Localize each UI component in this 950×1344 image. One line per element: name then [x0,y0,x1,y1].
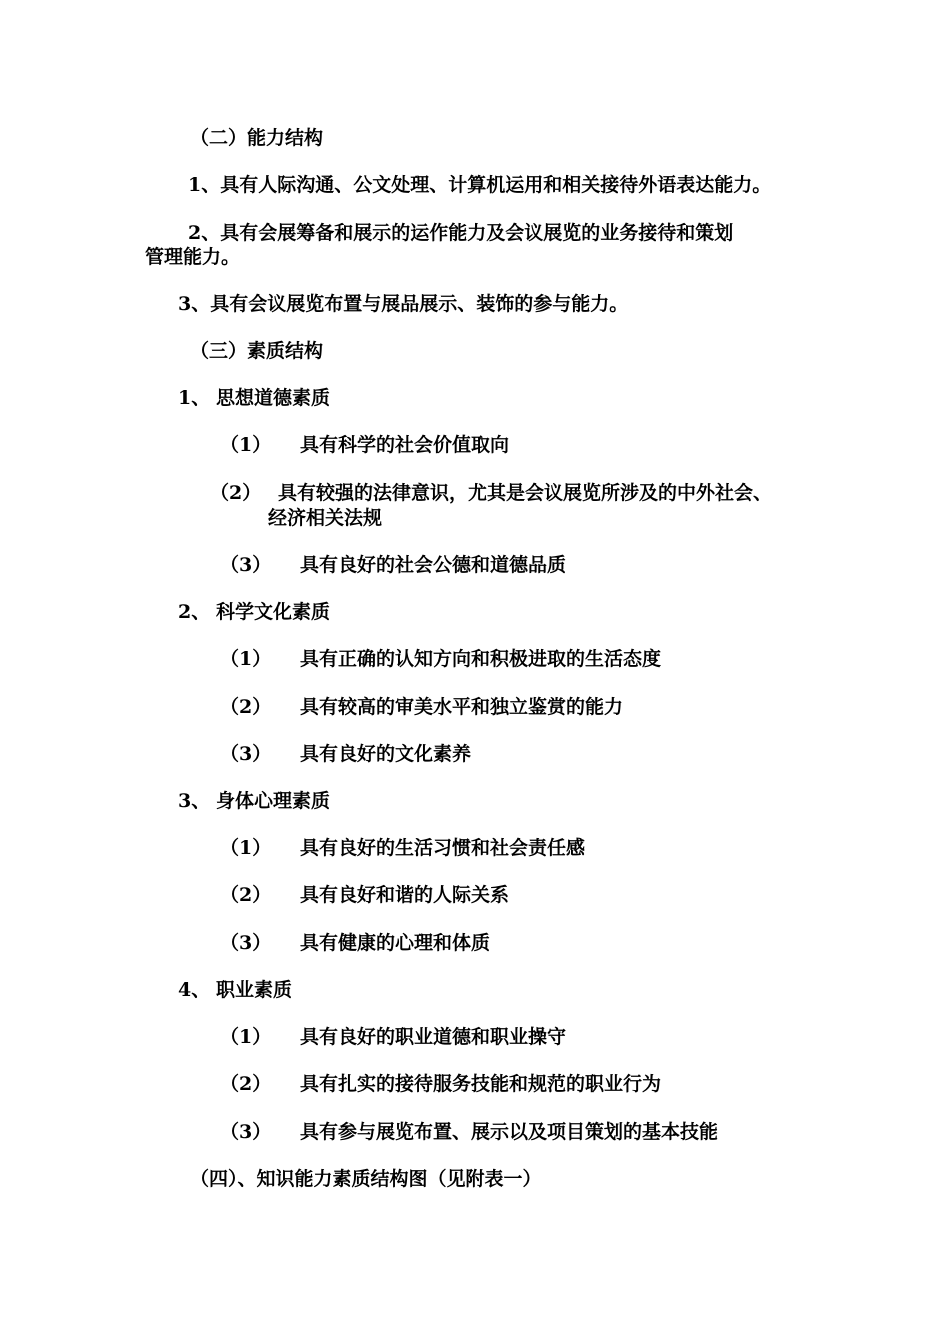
item-number: （1） [220,1026,272,1048]
quality-group-2-item-2 [220,695,623,719]
item-text: 具有较高的审美水平和独立鉴赏的能力 [300,696,624,718]
item-number: （3） [220,743,272,765]
quality-group-4-item-3 [220,1120,718,1144]
item-text: 具有良好的生活习惯和社会责任感 [300,837,586,859]
group-number: 3、 [178,790,211,812]
quality-group-3-heading [178,789,330,813]
quality-group-4-heading [178,978,292,1002]
quality-group-1-item-3 [220,553,566,577]
item-text: 具有健康的心理和体质 [300,932,491,954]
item-number: （1） [220,648,272,670]
item-number: （1） [220,434,272,456]
item-text: 具有良好的社会公德和道德品质 [300,554,567,576]
quality-group-4-item-1 [220,1025,566,1049]
item-text: 具有参与展览布置、展示以及项目策划的基本技能 [300,1121,719,1143]
quality-group-1-item-2-continued: 经济相关法规 [268,507,383,529]
item-number: （2） [220,696,272,718]
item-number: （2） [210,482,262,504]
group-number: 4、 [178,979,211,1001]
quality-group-3-item-1 [220,836,585,860]
quality-group-1-heading [178,386,330,410]
item-number: （3） [220,932,272,954]
item-number: （3） [220,554,272,576]
ability-item-2-continued: 管理能力。 [145,246,241,268]
item-text: 具有良好的文化素养 [300,743,472,765]
quality-group-4-item-2 [220,1072,661,1096]
item-text: 具有扎实的接待服务技能和规范的职业行为 [300,1073,662,1095]
item-text: 具有良好的职业道德和职业操守 [300,1026,567,1048]
section-heading-quality: （三）素质结构 [190,340,324,362]
group-title: 思想道德素质 [216,387,331,409]
quality-group-3-item-2 [220,883,509,907]
ability-item-2: 2、具有会展筹备和展示的运作能力及会议展览的业务接待和策划 [188,222,734,244]
item-number: （1） [220,837,272,859]
item-text: 具有正确的认知方向和积极进取的生活态度 [300,648,662,670]
item-text: 具有科学的社会价值取向 [300,434,510,456]
item-number: （2） [220,1073,272,1095]
ability-item-1: 1、具有人际沟通、公文处理、计算机运用和相关接待外语表达能力。 [188,174,772,196]
group-title: 职业素质 [216,979,293,1001]
group-title: 身体心理素质 [216,790,331,812]
item-number: （2） [220,884,272,906]
section-heading-structure-chart: （四）、知识能力素质结构图（见附表一） [190,1168,542,1190]
quality-group-2-heading [178,600,330,624]
group-number: 1、 [178,387,211,409]
section-heading-ability: （二）能力结构 [190,127,324,149]
group-title: 科学文化素质 [216,601,331,623]
quality-group-3-item-3 [220,931,490,955]
item-text: 具有较强的法律意识，尤其是会议展览所涉及的中外社会、 [278,482,773,504]
quality-group-1-item-2 [210,481,772,505]
ability-item-3: 3、具有会议展览布置与展品展示、装饰的参与能力。 [178,293,629,315]
quality-group-2-item-1 [220,647,661,671]
quality-group-2-item-3 [220,742,471,766]
item-text: 具有良好和谐的人际关系 [300,884,510,906]
group-number: 2、 [178,601,211,623]
quality-group-1-item-1 [220,433,509,457]
item-number: （3） [220,1121,272,1143]
